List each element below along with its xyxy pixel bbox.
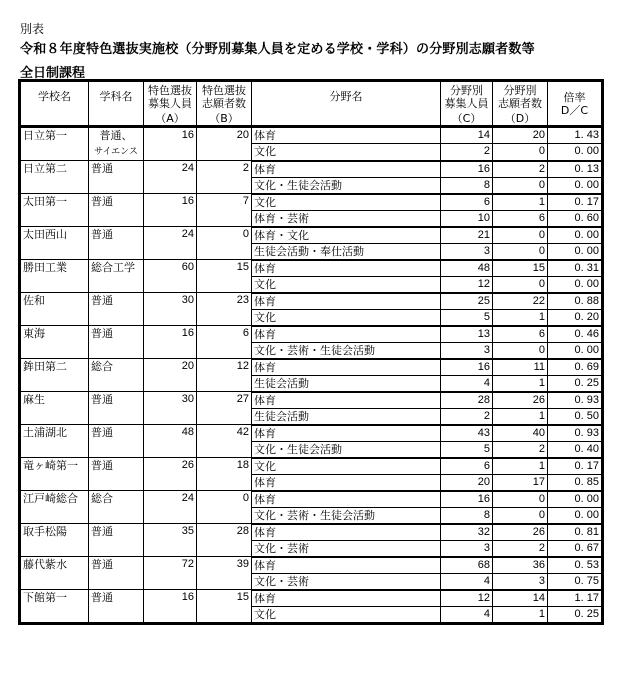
ratio-d-c: 0. 00 [548,227,603,244]
table-row [20,590,603,607]
field-quota-c: 20 [441,474,493,491]
field-name: 体育・文化 [252,227,441,244]
special-quota-a: 72 [144,557,197,590]
field-name: 文化 [252,144,441,161]
special-quota-a: 30 [144,293,197,326]
special-applicants-b: 15 [197,260,252,293]
col-header-c: 分野別 募集人員 （C） [441,81,493,127]
field-quota-c: 4 [441,573,493,590]
field-applicants-d: 14 [493,590,548,607]
field-applicants-d: 0 [493,276,548,293]
field-quota-c: 8 [441,507,493,524]
special-quota-a: 24 [144,227,197,260]
ratio-d-c: 0. 31 [548,260,603,277]
ratio-d-c: 0. 40 [548,441,603,458]
table-row [20,524,603,541]
field-applicants-d: 0 [493,342,548,359]
special-quota-a: 16 [144,127,197,161]
field-quota-c: 5 [441,441,493,458]
field-name: 体育 [252,260,441,277]
field-quota-c: 3 [441,243,493,260]
field-quota-c: 68 [441,557,493,574]
field-quota-c: 32 [441,524,493,541]
field-applicants-d: 15 [493,260,548,277]
field-quota-c: 21 [441,227,493,244]
school-name: 太田西山 [20,227,89,260]
table-row [20,161,603,178]
special-quota-a: 26 [144,458,197,491]
field-name: 文化・芸術 [252,573,441,590]
department-name: 普通 [89,524,144,557]
ratio-d-c: 0. 85 [548,474,603,491]
special-quota-a: 16 [144,326,197,359]
field-applicants-d: 1 [493,309,548,326]
ratio-d-c: 0. 17 [548,458,603,475]
field-quota-c: 10 [441,210,493,227]
ratio-d-c: 0. 20 [548,309,603,326]
field-name: 体育 [252,474,441,491]
field-name: 文化・生徒会活動 [252,177,441,194]
school-name: 竜ヶ崎第一 [20,458,89,491]
ratio-d-c: 0. 46 [548,326,603,343]
field-applicants-d: 17 [493,474,548,491]
special-applicants-b: 42 [197,425,252,458]
ratio-d-c: 0. 00 [548,177,603,194]
table-row [20,425,603,442]
special-applicants-b: 28 [197,524,252,557]
ratio-d-c: 0. 25 [548,375,603,392]
field-quota-c: 3 [441,540,493,557]
field-applicants-d: 1 [493,458,548,475]
table-body [20,127,603,624]
special-quota-a: 48 [144,425,197,458]
ratio-d-c: 0. 88 [548,293,603,310]
ratio-d-c: 0. 13 [548,161,603,178]
special-quota-a: 24 [144,161,197,194]
col-header-b: 特色選抜 志願者数 （B） [197,81,252,127]
field-quota-c: 16 [441,491,493,508]
field-name: 文化・芸術・生徒会活動 [252,507,441,524]
special-applicants-b: 23 [197,293,252,326]
field-applicants-d: 20 [493,127,548,144]
field-quota-c: 4 [441,606,493,623]
field-name: 体育 [252,392,441,409]
field-name: 体育 [252,293,441,310]
school-name: 佐和 [20,293,89,326]
col-header-school: 学校名 [20,81,89,127]
school-name: 東海 [20,326,89,359]
special-applicants-b: 7 [197,194,252,227]
special-quota-a: 20 [144,359,197,392]
field-name: 文化・生徒会活動 [252,441,441,458]
field-quota-c: 4 [441,375,493,392]
field-quota-c: 25 [441,293,493,310]
department-name: 普通 [89,161,144,194]
ratio-d-c: 0. 69 [548,359,603,376]
field-name: 体育 [252,359,441,376]
school-name: 日立第一 [20,127,89,161]
special-applicants-b: 6 [197,326,252,359]
field-quota-c: 6 [441,458,493,475]
field-applicants-d: 0 [493,177,548,194]
table-row [20,194,603,211]
school-name: 鉾田第二 [20,359,89,392]
col-header-ratio: 倍率 D／C [548,81,603,127]
special-applicants-b: 0 [197,491,252,524]
field-applicants-d: 40 [493,425,548,442]
field-name: 文化 [252,194,441,211]
department-name: 普通 [89,590,144,624]
special-applicants-b: 12 [197,359,252,392]
field-name: 体育 [252,590,441,607]
school-name: 麻生 [20,392,89,425]
field-name: 文化 [252,458,441,475]
field-name: 文化 [252,276,441,293]
special-quota-a: 16 [144,194,197,227]
school-name: 江戸崎総合 [20,491,89,524]
table-row [20,458,603,475]
field-applicants-d: 2 [493,540,548,557]
department-name: 普通 [89,458,144,491]
school-name: 太田第一 [20,194,89,227]
ratio-d-c: 0. 75 [548,573,603,590]
field-quota-c: 8 [441,177,493,194]
school-name: 取手松陽 [20,524,89,557]
field-applicants-d: 0 [493,491,548,508]
special-quota-a: 16 [144,590,197,624]
col-header-field: 分野名 [252,81,441,127]
department-name: 普通 [89,557,144,590]
field-applicants-d: 2 [493,441,548,458]
field-applicants-d: 1 [493,375,548,392]
field-quota-c: 3 [441,342,493,359]
field-applicants-d: 6 [493,210,548,227]
special-applicants-b: 20 [197,127,252,161]
ratio-d-c: 0. 53 [548,557,603,574]
ratio-d-c: 0. 00 [548,491,603,508]
field-name: 体育 [252,127,441,144]
ratio-d-c: 0. 67 [548,540,603,557]
table-row [20,127,603,144]
ratio-d-c: 0. 00 [548,507,603,524]
field-quota-c: 28 [441,392,493,409]
course-heading: 全日制課程 [20,66,86,81]
special-applicants-b: 39 [197,557,252,590]
field-quota-c: 16 [441,161,493,178]
school-name: 勝田工業 [20,260,89,293]
field-applicants-d: 1 [493,408,548,425]
field-name: 生徒会活動・奉仕活動 [252,243,441,260]
col-header-dept: 学科名 [89,81,144,127]
department-name: 普通 [89,425,144,458]
school-name: 下館第一 [20,590,89,624]
department-name: 普通 [89,326,144,359]
appendix-label: 別表 [20,22,45,36]
ratio-d-c: 0. 00 [548,243,603,260]
field-quota-c: 6 [441,194,493,211]
table-row [20,557,603,574]
col-header-a: 特色選抜 募集人員 （A） [144,81,197,127]
ratio-d-c: 0. 50 [548,408,603,425]
field-applicants-d: 6 [493,326,548,343]
department-name: 普通 [89,293,144,326]
special-applicants-b: 0 [197,227,252,260]
ratio-d-c: 0. 25 [548,606,603,623]
field-name: 生徒会活動 [252,375,441,392]
department-name: 総合工学 [89,260,144,293]
special-applicants-b: 18 [197,458,252,491]
special-quota-a: 30 [144,392,197,425]
field-applicants-d: 0 [493,243,548,260]
field-name: 体育 [252,524,441,541]
table-row [20,260,603,277]
field-applicants-d: 11 [493,359,548,376]
department-name: 総合 [89,359,144,392]
field-applicants-d: 22 [493,293,548,310]
special-applicants-b: 27 [197,392,252,425]
special-applicants-b: 2 [197,161,252,194]
applicants-table [18,79,604,625]
ratio-d-c: 0. 00 [548,276,603,293]
field-name: 体育 [252,557,441,574]
field-applicants-d: 1 [493,606,548,623]
field-name: 体育 [252,491,441,508]
ratio-d-c: 0. 00 [548,342,603,359]
field-applicants-d: 36 [493,557,548,574]
field-name: 文化・芸術 [252,540,441,557]
school-name: 藤代紫水 [20,557,89,590]
ratio-d-c: 0. 93 [548,425,603,442]
field-name: 体育 [252,161,441,178]
ratio-d-c: 0. 00 [548,144,603,161]
school-name: 日立第二 [20,161,89,194]
ratio-d-c: 1. 17 [548,590,603,607]
field-quota-c: 2 [441,144,493,161]
department-name: 普通、 サイエンス [89,127,144,161]
department-name: 普通 [89,392,144,425]
special-quota-a: 35 [144,524,197,557]
field-name: 生徒会活動 [252,408,441,425]
school-name: 土浦湖北 [20,425,89,458]
field-name: 体育 [252,425,441,442]
field-quota-c: 48 [441,260,493,277]
field-applicants-d: 26 [493,524,548,541]
field-quota-c: 12 [441,590,493,607]
field-quota-c: 12 [441,276,493,293]
special-quota-a: 60 [144,260,197,293]
field-applicants-d: 0 [493,227,548,244]
field-name: 文化 [252,606,441,623]
field-applicants-d: 3 [493,573,548,590]
table-row [20,326,603,343]
field-applicants-d: 0 [493,507,548,524]
field-applicants-d: 1 [493,194,548,211]
table-row [20,392,603,409]
department-name: 普通 [89,227,144,260]
col-header-d: 分野別 志願者数 （D） [493,81,548,127]
field-quota-c: 16 [441,359,493,376]
department-name: 総合 [89,491,144,524]
department-name: 普通 [89,194,144,227]
field-name: 文化 [252,309,441,326]
field-applicants-d: 2 [493,161,548,178]
field-quota-c: 5 [441,309,493,326]
field-quota-c: 13 [441,326,493,343]
field-quota-c: 43 [441,425,493,442]
field-quota-c: 2 [441,408,493,425]
ratio-d-c: 0. 81 [548,524,603,541]
field-name: 体育・芸術 [252,210,441,227]
table-row [20,359,603,376]
field-name: 体育 [252,326,441,343]
ratio-d-c: 1. 43 [548,127,603,144]
special-quota-a: 24 [144,491,197,524]
ratio-d-c: 0. 60 [548,210,603,227]
table-header-row [20,81,603,127]
field-name: 文化・芸術・生徒会活動 [252,342,441,359]
field-applicants-d: 0 [493,144,548,161]
document-title: 令和８年度特色選抜実施校（分野別募集人員を定める学校・学科）の分野別志願者数等 [20,42,535,57]
special-applicants-b: 15 [197,590,252,624]
field-quota-c: 14 [441,127,493,144]
field-applicants-d: 26 [493,392,548,409]
ratio-d-c: 0. 93 [548,392,603,409]
table-row [20,491,603,508]
table-row [20,293,603,310]
table-row [20,227,603,244]
ratio-d-c: 0. 17 [548,194,603,211]
